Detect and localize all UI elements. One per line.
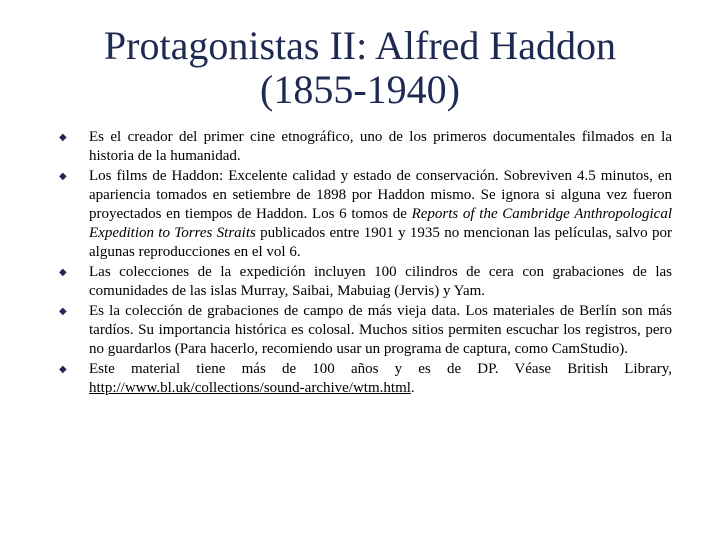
bullet-text-cont: . <box>410 380 415 396</box>
bullet-italic-text: Reports of the Cambridge Anthropological Expedition to Torres Straits <box>89 206 672 241</box>
diamond-bullet-icon: ◆ <box>59 132 67 143</box>
bullet-item-2 <box>55 167 672 262</box>
diamond-bullet-icon: ◆ <box>59 267 67 278</box>
bullet-text: Los films de Haddon: Excelente calidad y estado de conservación. Sobreviven 4.5 minutos, en apariencia tomados en setiembre de 1898 por Haddon mismo. Se ignora si alguna vez fueron proyectados en tiempos de Haddon. Los 6 tomos de <box>89 168 672 222</box>
diamond-bullet-icon: ◆ <box>59 171 67 182</box>
title-line-2: (1855-1940) <box>260 67 460 112</box>
bullet-item-4 <box>55 302 672 359</box>
bullet-text: Las colecciones de la expedición incluyen 100 cilindros de cera con grabaciones de las comunidades de las islas Murray, Saibai, Mabuiag (Jervis) y Yam. <box>89 264 672 299</box>
bullet-text: Es la colección de grabaciones de campo de más vieja data. Los materiales de Berlín son más tardíos. Su importancia histórica es colosal. Muchos sitios permiten escuchar los registros, pero no guardarlos (Para hacerlo, recomiendo usar un programa de captura, como CamStudio). <box>89 303 672 357</box>
bullet-text-cont: publicados entre 1901 y 1935 no mencionan las películas, salvo por algunas reproducciones en el vol 6. <box>89 225 672 260</box>
bullet-text: Es el creador del primer cine etnográfico, uno de los primeros documentales filmados en la historia de la humanidad. <box>89 129 672 164</box>
bullet-text: Este material tiene más de 100 años y es de DP. Véase British Library, <box>89 361 672 377</box>
bullet-item-1 <box>55 128 672 166</box>
british-library-link[interactable]: http://www.bl.uk/collections/sound-archive/wtm.html <box>89 380 411 396</box>
slide-title <box>40 24 680 112</box>
bullet-item-5 <box>55 360 672 398</box>
title-line-1: Protagonistas II: Alfred Haddon <box>103 23 617 68</box>
bullet-item-3 <box>55 263 672 301</box>
bullet-list <box>55 128 672 399</box>
diamond-bullet-icon: ◆ <box>59 306 67 317</box>
diamond-bullet-icon: ◆ <box>59 364 67 375</box>
